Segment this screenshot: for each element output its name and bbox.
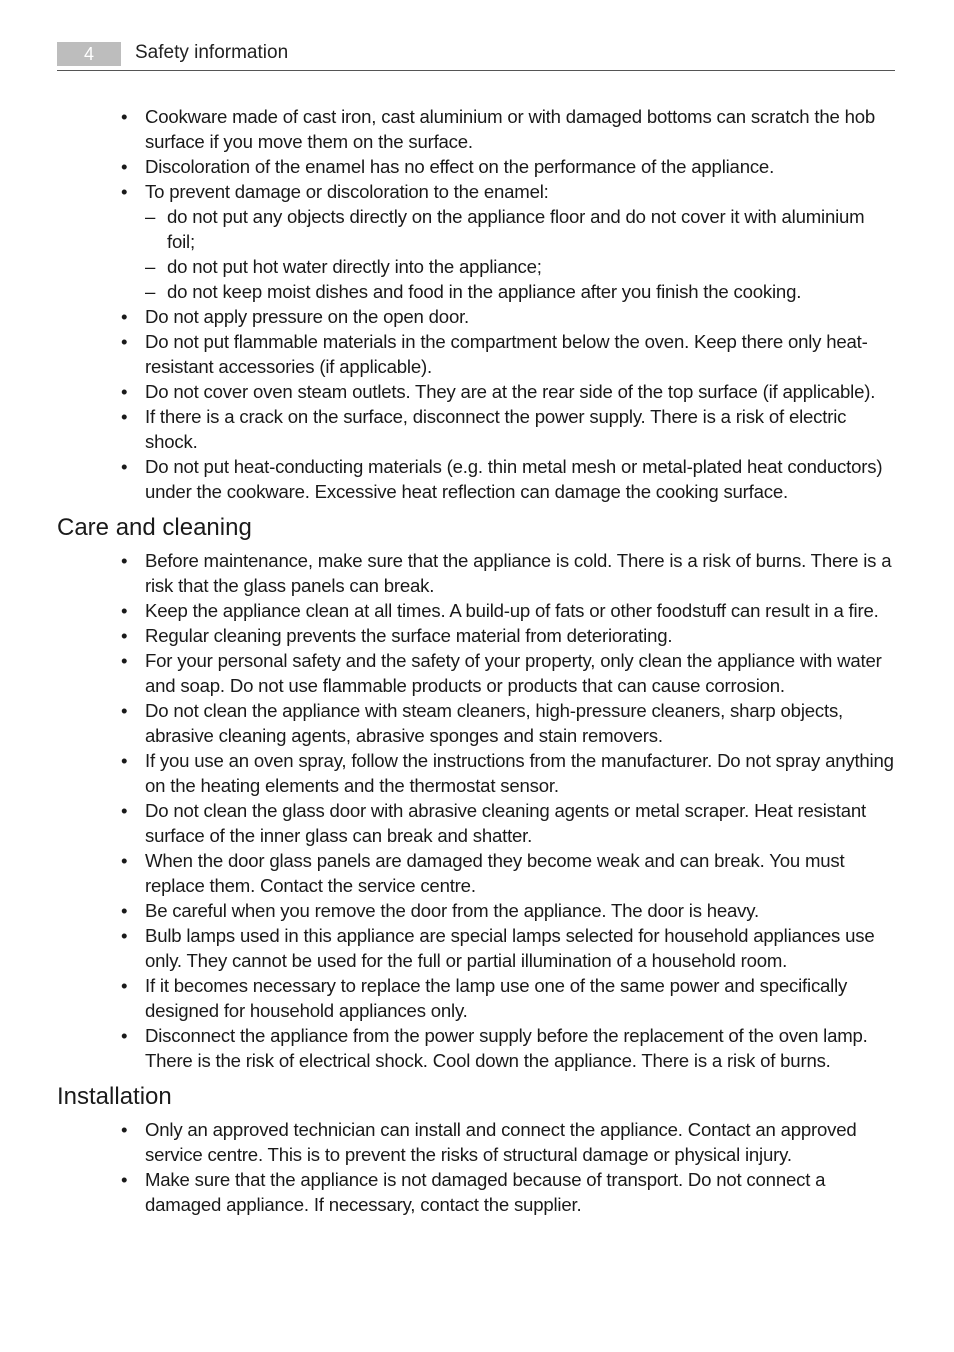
page-number: 4 — [57, 42, 121, 66]
list-item: • For your personal safety and the safety of your property, only clean the appliance with water and soap. Do not use flammable products or products that can cause corrosion. — [57, 648, 895, 698]
list-item: • Do not put flammable materials in the compartment below the oven. Keep there only heat-resistant accessories (if applicable). — [57, 329, 895, 379]
section-title: Safety information — [135, 42, 289, 63]
intro-list — [57, 104, 895, 204]
sublist-item: – do not put any objects directly on the appliance floor and do not cover it with aluminium foil; — [57, 204, 895, 254]
list-item: • When the door glass panels are damaged they become weak and can break. You must replace them. Contact the service centre. — [57, 848, 895, 898]
list-item: • If you use an oven spray, follow the instructions from the manufacturer. Do not spray anything on the heating elements and the thermostat sensor. — [57, 748, 895, 798]
list-item: • Do not clean the glass door with abrasive cleaning agents or metal scraper. Heat resistant surface of the inner glass can break and shatter. — [57, 798, 895, 848]
care-heading: Care and cleaning — [57, 514, 252, 541]
page-header — [57, 39, 895, 71]
list-item — [57, 179, 895, 204]
list-item: • Disconnect the appliance from the power supply before the replacement of the oven lamp. There is the risk of electrical shock. Cool down the appliance. There is a risk of burns. — [57, 1023, 895, 1073]
list-item: • Do not put heat-conducting materials (e.g. thin metal mesh or metal-plated heat conductors) under the cookware. Excessive heat reflection can damage the cooking surface. — [57, 454, 895, 504]
care-list — [57, 548, 895, 1073]
list-item: • Keep the appliance clean at all times. A build-up of fats or other foodstuff can result in a fire. — [57, 598, 895, 623]
list-item: • Do not apply pressure on the open door. — [57, 304, 895, 329]
installation-list — [57, 1117, 895, 1217]
list-item: • Before maintenance, make sure that the appliance is cold. There is a risk of burns. There is a risk that the glass panels can break. — [57, 548, 895, 598]
general-list — [57, 304, 895, 504]
list-item-text: To prevent damage or discoloration to the enamel: — [145, 181, 549, 202]
list-item: • Cookware made of cast iron, cast aluminium or with damaged bottoms can scratch the hob surface if you move them on the surface. — [57, 104, 895, 154]
list-item: • Bulb lamps used in this appliance are special lamps selected for household appliances use only. They cannot be used for the full or partial illumination of a household room. — [57, 923, 895, 973]
list-item: • If there is a crack on the surface, disconnect the power supply. There is a risk of electric shock. — [57, 404, 895, 454]
sublist-item: – do not keep moist dishes and food in the appliance after you finish the cooking. — [57, 279, 895, 304]
list-item: • Regular cleaning prevents the surface material from deteriorating. — [57, 623, 895, 648]
list-item: • If it becomes necessary to replace the lamp use one of the same power and specifically designed for household appliances only. — [57, 973, 895, 1023]
sublist-item: – do not put hot water directly into the appliance; — [57, 254, 895, 279]
list-item: • Discoloration of the enamel has no effect on the performance of the appliance. — [57, 154, 895, 179]
list-item: • Do not clean the appliance with steam cleaners, high-pressure cleaners, sharp objects, abrasive cleaning agents, abrasive sponges and stain removers. — [57, 698, 895, 748]
page-content — [57, 104, 895, 1217]
list-item: • Make sure that the appliance is not damaged because of transport. Do not connect a damaged appliance. If necessary, contact the supplier. — [57, 1167, 895, 1217]
list-item: • Do not cover oven steam outlets. They are at the rear side of the top surface (if applicable). — [57, 379, 895, 404]
installation-heading: Installation — [57, 1083, 172, 1110]
list-item: • Be careful when you remove the door from the appliance. The door is heavy. — [57, 898, 895, 923]
list-item: • Only an approved technician can install and connect the appliance. Contact an approved service centre. This is to prevent the risks of structural damage or physical injury. — [57, 1117, 895, 1167]
enamel-sublist — [57, 204, 895, 304]
